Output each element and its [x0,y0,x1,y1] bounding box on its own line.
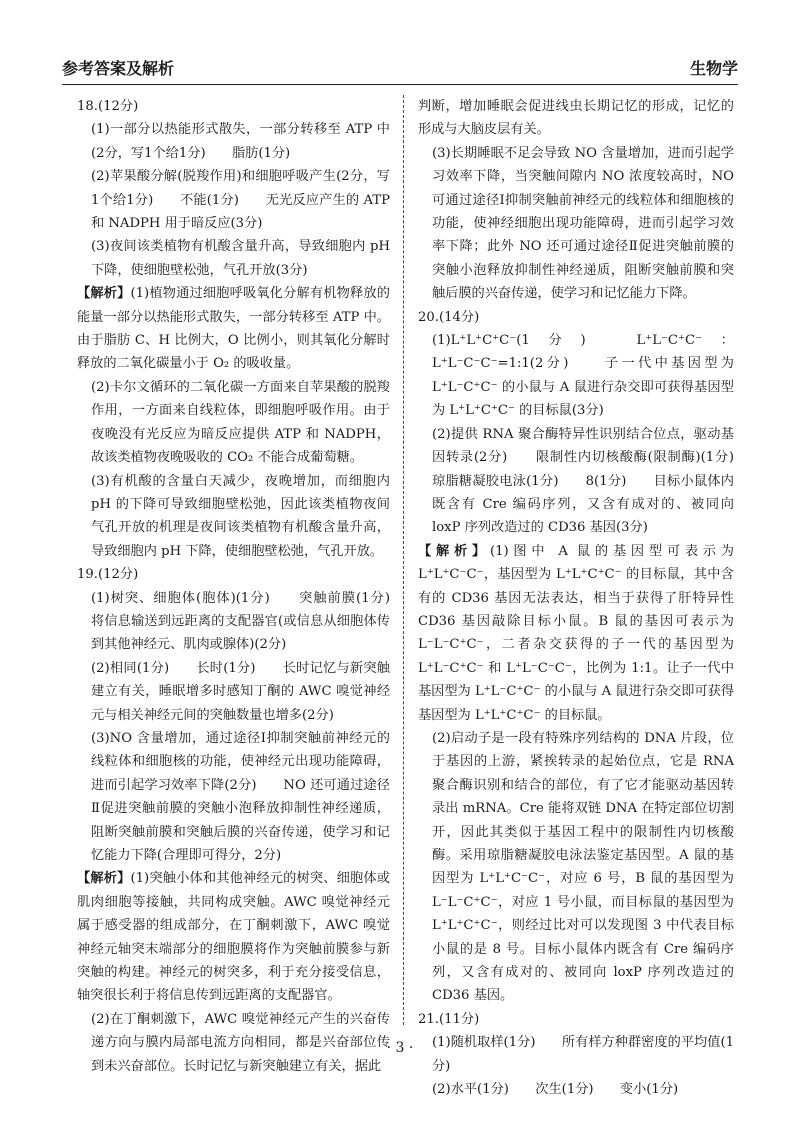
answer-paragraph: (1)树突、细胞体(胞体)(1分) 突触前膜(1分) 将信息输送到远距离的支配器官(或信息从细胞体传到其他神经元、肌肉或腺体)(2分) [91,590,404,653]
answer-paragraph: (1)一部分以热能形式散失，一部分转移至 ATP 中(2分，写1个给1分) 脂肪(1分) [91,122,390,161]
analysis-tag: 【解析】 [418,543,490,559]
answer-paragraph: (2)提供 RNA 聚合酶特异性识别结合位点，驱动基因转录(2分) 限制性内切核酸酶(限制酶)(1分) 琼脂糖凝胶电泳(1分) 8(1分) 目标小鼠体内既含有 Cre 编码序列，又含有成对的、被同向 loxP 序列改造过的 CD36 基因(3分) [432,426,748,536]
analysis-paragraph [418,540,734,727]
analysis-paragraph: (2)卡尔文循环的二氧化碳一方面来自苹果酸的脱羧作用，一方面来自线粒体，即细胞呼吸作用。由于夜晚没有光反应为暗反应提供 ATP 和 NADPH，故该类植物夜晚吸收的 CO₂ 不能合成葡萄糖。 [91,379,390,466]
question-heading: 20.(14分) [418,309,480,325]
analysis-text: (1)突触小体和其他神经元的树突、细胞体或肌肉细胞等接触，共同构成突触。AWC 嗅觉神经元属于感受器的组成部分，在丁酮刺激下，AWC 嗅觉神经元轴突末端部分的细胞膜将作为突触前膜参与新突触的构建。神经元的树突多，利于充分接受信息，轴突很长利于将信息传到远距离的支配器官。 [77,871,390,1004]
answer-paragraph: (2)相同(1分) 长时(1分) 长时记忆与新突触建立有关，睡眠增多时感知丁酮的 AWC 嗅觉神经元与相关神经元间的突触数量也增多(2分) [91,660,390,723]
analysis-paragraph: (2)启动子是一段有特殊序列结构的 DNA 片段，位于基因的上游，紧挨转录的起始位点，它是 RNA 聚合酶识别和结合的部位，有了它才能驱动基因转录出 mRNA。Cre 能将双链 DNA 在特定部位切割开，因此其类似于基因工程中的限制性内切核酸酶。采用琼脂糖凝胶电泳法鉴定基因型。A 鼠的基因型为 L⁺L⁺C⁻C⁻，对应 6 号，B 鼠的基因型为 L⁻L⁻C⁺C⁻，对应 1 号小鼠，而目标鼠的基因型为 L⁺L⁺C⁺C⁻，则经过比对可以发现图 3 中代表目标小鼠的是 8 号。目标小鼠体内既含有 Cre 编码序列，又含有成对的、被同向 loxP 序列改造过的 CD36 基因。 [432,730,734,1004]
analysis-continuation: 判断，增加睡眠会促进线虫长期记忆的形成，记忆的形成与大脑皮层有关。 [418,99,734,138]
question-heading: 21.(11分) [418,1011,480,1027]
left-column [77,95,404,1078]
analysis-text: (1)植物通过细胞呼吸氧化分解有机物释放的能量一部分以热能形式散失，一部分转移至 ATP 中。由于脂肪 C、H 比例大，O 比例小，则其氧化分解时释放的二氧化碳量小于 O₂ 的吸收量。 [77,286,390,372]
column-divider [403,95,404,1025]
right-column [418,95,748,1101]
answer-paragraph: (2)苹果酸分解(脱羧作用)和细胞呼吸产生(2分，写1个给1分) 不能(1分) 无光反应产生的 ATP 和 NADPH 用于暗反应(3分) [91,169,390,232]
answer-paragraph: (3)夜间该类植物有机酸含量升高，导致细胞内 pH 下降，使细胞壁松弛，气孔开放(3分) [91,239,390,278]
analysis-paragraph: (3)长期睡眠不足会导致 NO 含量增加，进而引起学习效率下降，当突触间隙内 NO 浓度较高时，NO 可通过途径Ⅰ抑制突触前神经元的线粒体和细胞核的功能，使神经细胞出现功能障碍，进而引起学习效率下降；此外 NO 还可通过途径Ⅱ促进突触前膜的突触小泡释放抑制性神经递质，阻断突触前膜和突触后膜的兴奋传递，使学习和记忆能力下降。 [432,145,734,302]
analysis-paragraph [77,867,390,1007]
header-title: 参考答案及解析 [62,59,175,78]
answer-paragraph: (2)水平(1分) 次生(1分) 变小(1分) [432,1082,679,1098]
analysis-paragraph [77,282,390,376]
answer-paragraph: (3)NO 含量增加，通过途径Ⅰ抑制突触前神经元的线粒体和细胞核的功能，使神经元出现功能障碍，进而引起学习效率下降(2分) NO 还可通过途径Ⅱ促进突触前膜的突触小泡释放抑制性神经递质，阻断突触前膜和突触后膜的兴奋传递，使学习和记忆能力下降(合理即可得分，2分) [91,730,390,863]
question-heading: 18.(12分) [77,99,139,114]
answer-paragraph: (1)L⁺L⁺C⁺C⁻(1分) L⁺L⁻C⁺C⁻：L⁺L⁻C⁻C⁻=1:1(2分) 子一代中基因型为 L⁺L⁻C⁺C⁻ 的小鼠与 A 鼠进行杂交即可获得基因型为 L⁺L⁺C⁺C⁻ 的目标鼠(3分) [432,333,734,419]
header-subject: 生物学 [689,59,738,78]
page-header [62,52,738,85]
answer-paragraph: (1)随机取样(1分) 所有样方种群密度的平均值(1分) [432,1035,734,1074]
analysis-text: (1)图中 A 鼠的基因型可表示为 L⁺L⁺C⁻C⁻，基因型为 L⁺L⁺C⁺C⁻ 的目标鼠，其中含有的 CD36 基因无法表达，相当于获得了肝特异性 CD36 基因敲除目标小鼠。B 鼠的基因可表示为 L⁻L⁻C⁺C⁻，二者杂交获得的子一代的基因型为 L⁺L⁻C⁺C⁻ 和 L⁺L⁻C⁻C⁻，比例为 1:1。让子一代中基因型为 L⁺L⁻C⁺C⁻ 的小鼠与 A 鼠进行杂交即可获得基因型为 L⁺L⁺C⁺C⁻ 的目标鼠。 [418,543,735,723]
question-heading: 19.(12分) [77,567,139,583]
page-number: · 3 · [386,1040,414,1056]
analysis-paragraph: (3)有机酸的含量白天减少，夜晚增加，而细胞内 pH 的下降可导致细胞壁松弛，因此该类植物夜间气孔开放的机理是夜间该类植物有机酸含量升高，导致细胞内 pH 下降，使细胞壁松弛，气孔开放。 [91,473,390,559]
analysis-tag: 【解析】 [77,286,131,302]
analysis-tag: 【解析】 [77,871,131,887]
analysis-paragraph: (2)在丁酮刺激下，AWC 嗅觉神经元产生的兴奋传递方向与膜内局部电流方向相同，都是兴奋部位传到未兴奋部位。长时记忆与新突触建立有关，据此 [91,1011,390,1074]
